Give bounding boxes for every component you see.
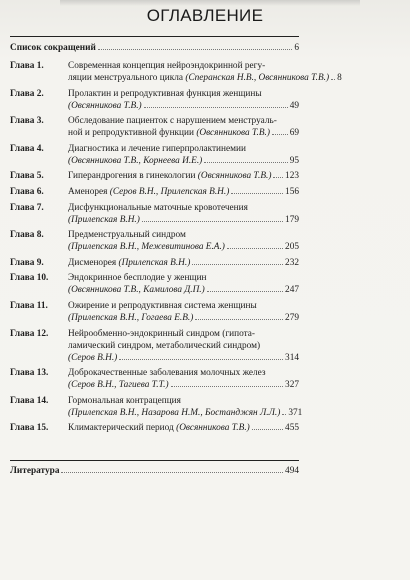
chapter-authors: (Прилепская В.Н., Назарова Н.М., Бостанджян Л.Л.) xyxy=(68,407,281,418)
toc-chapter-2 xyxy=(10,88,299,112)
chapter-title: Гормональная контрацепция xyxy=(68,395,181,406)
page-number: 327 xyxy=(285,380,299,391)
chapter-title: Современная концепция нейроэндокринной регу- xyxy=(68,61,266,71)
leader-dots xyxy=(227,248,283,249)
leader-dots xyxy=(144,107,288,108)
chapter-title: Предменструальный синдром xyxy=(68,230,186,241)
toc-chapter-10 xyxy=(10,272,299,296)
chapter-number: Глава 13. xyxy=(10,368,49,379)
page-number: 455 xyxy=(285,423,299,434)
chapter-title: Диагностика и лечение гиперпролактинемии xyxy=(68,143,246,154)
table-of-contents xyxy=(10,42,342,438)
chapter-number: Глава 5. xyxy=(10,171,44,182)
chapter-title: Аменорея xyxy=(68,186,108,197)
chapter-title: ламический синдром, метаболический синдром) xyxy=(68,340,261,351)
chapter-title: ной и репродуктивной функции xyxy=(68,128,194,139)
chapter-number: Глава 11. xyxy=(10,300,48,311)
leader-dots xyxy=(331,79,335,80)
chapter-title: Дисменорея xyxy=(68,257,117,268)
page-number: 95 xyxy=(289,155,299,166)
chapter-title: Климактерический период xyxy=(68,423,174,434)
toc-chapter-1 xyxy=(10,60,342,84)
chapter-number: Глава 12. xyxy=(10,328,49,339)
leader-dots xyxy=(192,264,283,265)
page-number: 314 xyxy=(285,352,299,363)
chapter-authors: (Серов В.Н., Тагиева Т.Т.) xyxy=(68,380,169,391)
top-rule xyxy=(10,36,299,37)
leader-dots xyxy=(119,359,283,360)
chapter-authors: (Овсянникова Т.В.) xyxy=(197,171,272,182)
toc-chapter-14 xyxy=(10,395,303,419)
chapter-title: Доброкачественные заболевания молочных желез xyxy=(68,368,266,379)
page-number: 49 xyxy=(289,100,299,111)
toc-chapter-11 xyxy=(10,300,299,324)
page-number: 69 xyxy=(289,128,299,139)
toc-chapter-8 xyxy=(10,229,299,253)
toc-chapter-12 xyxy=(10,328,299,364)
page-number: 179 xyxy=(285,214,299,225)
leader-dots xyxy=(171,386,283,387)
bottom-rule xyxy=(10,460,299,461)
page-number: 123 xyxy=(285,171,299,182)
page-number: 156 xyxy=(285,186,299,197)
chapter-authors: (Прилепская В.Н.) xyxy=(118,257,191,268)
leader-dots xyxy=(204,162,287,163)
page-number: 371 xyxy=(288,407,303,418)
page-number: 6 xyxy=(294,43,299,53)
toc-literature-block xyxy=(10,465,299,481)
toc-chapter-5 xyxy=(10,170,299,182)
page-number: 247 xyxy=(285,285,299,296)
page-number: 494 xyxy=(285,466,299,476)
leader-dots xyxy=(61,472,283,473)
toc-chapter-9 xyxy=(10,257,299,269)
toc-chapter-6 xyxy=(10,186,299,198)
chapter-title: Пролактин и репродуктивная функция женщины xyxy=(68,88,262,99)
leader-dots xyxy=(231,193,283,194)
leader-dots xyxy=(273,177,283,178)
toc-chapter-15 xyxy=(10,422,299,434)
chapter-number: Глава 10. xyxy=(10,273,49,284)
toc-chapter-4 xyxy=(10,143,299,167)
literature-label: Литература xyxy=(10,466,60,476)
leader-dots xyxy=(272,134,288,135)
chapter-authors: (Прилепская В.Н., Гогаева Е.В.) xyxy=(68,312,194,323)
chapter-number: Глава 3. xyxy=(10,116,44,127)
chapter-authors: (Серов В.Н., Прилепская В.Н.) xyxy=(109,186,230,197)
abbreviations-label: Список сокращений xyxy=(10,43,96,53)
chapter-title: Дисфункциональные маточные кровотечения xyxy=(68,202,248,213)
leader-dots xyxy=(207,291,283,292)
chapter-authors: (Овсянникова Т.В., Корнеева И.Е.) xyxy=(68,155,203,166)
page-number: 279 xyxy=(285,312,299,323)
toc-literature xyxy=(10,465,299,477)
chapter-title: Гиперандрогения в гинекологии xyxy=(68,171,196,182)
chapter-authors: (Овсянникова Т.В.) xyxy=(68,100,142,111)
chapter-title: ляции менструального цикла xyxy=(68,73,184,83)
chapter-authors: (Серов В.Н.) xyxy=(68,352,118,363)
page-title: ОГЛАВЛЕНИЕ xyxy=(146,6,264,25)
toc-chapter-13 xyxy=(10,367,299,391)
leader-dots xyxy=(142,221,283,222)
chapter-number: Глава 8. xyxy=(10,230,44,241)
chapter-authors: (Прилепская В.Н., Межевитинова Е.А.) xyxy=(68,242,225,253)
chapter-number: Глава 7. xyxy=(10,202,44,213)
leader-dots xyxy=(195,319,283,320)
chapter-number: Глава 9. xyxy=(10,257,44,268)
page-number: 205 xyxy=(285,242,299,253)
toc-chapter-7 xyxy=(10,202,299,226)
leader-dots xyxy=(252,429,283,430)
chapter-authors: (Прилепская В.Н.) xyxy=(68,214,140,225)
leader-dots xyxy=(98,49,292,50)
chapter-number: Глава 2. xyxy=(10,88,44,99)
chapter-number: Глава 1. xyxy=(10,61,44,71)
toc-chapter-3 xyxy=(10,115,299,139)
toc-abbreviations xyxy=(10,42,299,54)
chapter-title: Ожирение и репродуктивная система женщины xyxy=(68,300,257,311)
chapter-number: Глава 6. xyxy=(10,186,44,197)
chapter-title: Нейрообменно-эндокринный синдром (гипота- xyxy=(68,328,256,339)
chapter-title: Эндокринное бесплодие у женщин xyxy=(68,273,207,284)
chapter-authors: (Овсянникова Т.В., Камилова Д.П.) xyxy=(68,285,205,296)
leader-dots xyxy=(282,414,286,415)
chapter-title: Обследование пациенток с нарушением менструаль- xyxy=(68,116,277,127)
chapter-authors: (Овсянникова Т.В.) xyxy=(196,128,270,139)
chapter-number: Глава 14. xyxy=(10,395,49,406)
chapter-number: Глава 4. xyxy=(10,143,44,154)
chapter-authors: (Овсянникова Т.В.) xyxy=(176,423,250,434)
chapter-authors: (Сперанская Н.В., Овсянникова Т.В.) xyxy=(185,73,330,83)
page-number: 8 xyxy=(337,73,342,83)
chapter-number: Глава 15. xyxy=(10,423,49,434)
page-number: 232 xyxy=(285,257,299,268)
